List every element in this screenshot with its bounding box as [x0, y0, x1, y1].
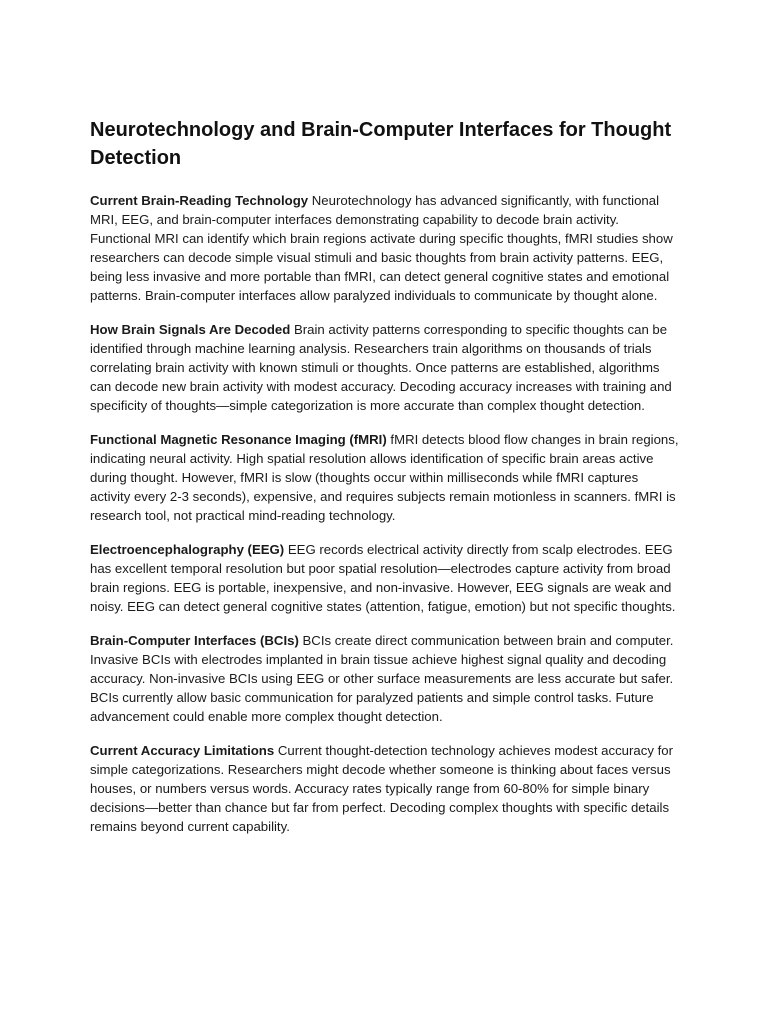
- section-heading: Electroencephalography (EEG): [90, 542, 285, 557]
- section-body: Neurotechnology has advanced significantly, with functional MRI, EEG, and brain-computer interfaces demonstrating capability to decode brain activity. Functional MRI can identify which brain regions activate during specific thoughts, fMRI studies show researchers can decode simple visual stimuli and basic thoughts from brain activity patterns. EEG, being less invasive and more portable than fMRI, can detect general cognitive states and emotional patterns. Brain-computer interfaces allow paralyzed individuals to communicate by thought alone.: [90, 193, 673, 303]
- section-heading: Current Brain-Reading Technology: [90, 193, 309, 208]
- section-heading: Brain-Computer Interfaces (BCIs): [90, 633, 299, 648]
- section-current-brain-reading-technology: [90, 191, 680, 305]
- section-body: BCIs create direct communication between brain and computer. Invasive BCIs with electrodes implanted in brain tissue achieve highest signal quality and decoding accuracy. Non-invasive BCIs using EEG or other surface measurements are less accurate but safer. BCIs currently allow basic communication for paralyzed patients and simple control tasks. Future advancement could enable more complex thought detection.: [90, 633, 674, 724]
- section-body: Brain activity patterns corresponding to specific thoughts can be identified through machine learning analysis. Researchers train algorithms on thousands of trials correlating brain activity with known stimuli or thoughts. Once patterns are established, algorithms can decode new brain activity with modest accuracy. Decoding accuracy increases with training and specificity of thoughts—simple categorization is more accurate than complex thought detection.: [90, 322, 672, 413]
- section-bcis: [90, 631, 680, 726]
- section-body: fMRI detects blood flow changes in brain regions, indicating neural activity. High spatial resolution allows identification of specific brain areas active during thought. However, fMRI is slow (thoughts occur within milliseconds while fMRI captures activity every 2-3 seconds), expensive, and requires subjects remain motionless in scanners. fMRI is research tool, not practical mind-reading technology.: [90, 432, 679, 523]
- section-body: Current thought-detection technology achieves modest accuracy for simple categorizations. Researchers might decode whether someone is thinking about faces versus houses, or numbers versus words. Accuracy rates typically range from 60-80% for simple binary decisions—better than chance but far from perfect. Decoding complex thoughts with specific details remains beyond current capability.: [90, 743, 673, 834]
- section-heading: How Brain Signals Are Decoded: [90, 322, 291, 337]
- section-heading: Current Accuracy Limitations: [90, 743, 275, 758]
- section-body: EEG records electrical activity directly from scalp electrodes. EEG has excellent temporal resolution but poor spatial resolution—electrodes capture activity from broad brain regions. EEG is portable, inexpensive, and non-invasive. However, EEG signals are weak and noisy. EEG can detect general cognitive states (attention, fatigue, emotion) but not specific thoughts.: [90, 542, 676, 614]
- section-heading: Functional Magnetic Resonance Imaging (fMRI): [90, 432, 387, 447]
- section-current-accuracy-limitations: [90, 741, 680, 836]
- section-eeg: [90, 540, 680, 616]
- section-how-brain-signals-are-decoded: [90, 320, 680, 415]
- document-page: [90, 116, 680, 851]
- document-title: Neurotechnology and Brain-Computer Interfaces for Thought Detection: [90, 119, 672, 169]
- section-fmri: [90, 430, 680, 525]
